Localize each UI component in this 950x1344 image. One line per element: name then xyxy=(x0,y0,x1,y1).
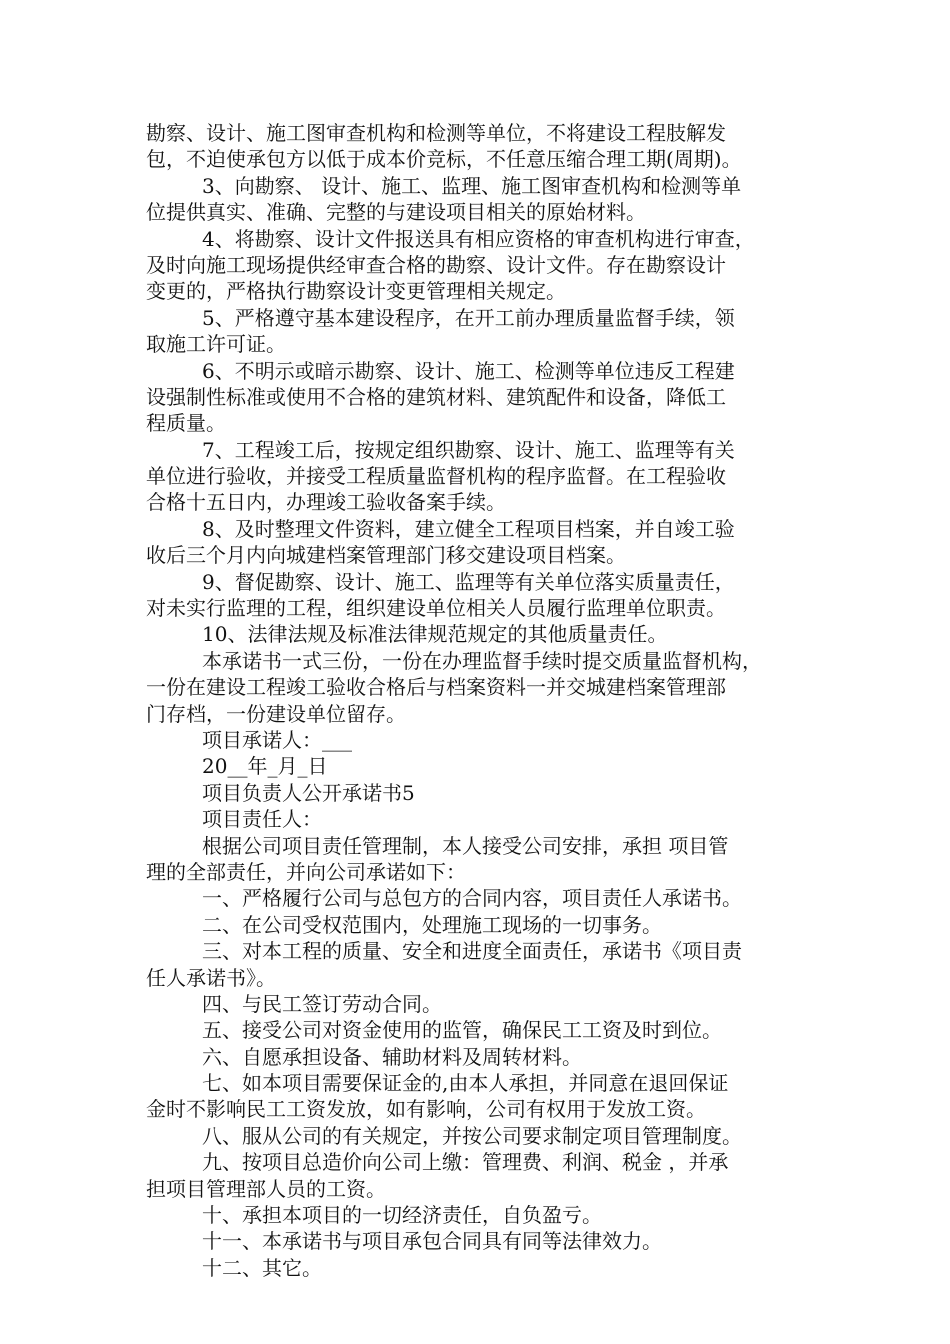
text-line: 5、严格遵守基本建设程序，在开工前办理质量监督手续，领 xyxy=(202,305,735,330)
text-line: 八、服从公司的有关规定，并按公司要求制定项目管理制度。 xyxy=(202,1123,742,1148)
section-title: 项目负责人公开承诺书5 xyxy=(202,780,415,805)
text-line: 包，不迫使承包方以低于成本价竞标，不任意压缩合理工期(周期)。 xyxy=(146,147,742,172)
text-line: 十二、其它。 xyxy=(202,1255,322,1280)
text-line: 10、法律法规及标准法律规范规定的其他质量责任。 xyxy=(202,622,668,647)
text-line: 本承诺书一式三份，一份在办理监督手续时提交质量监督机构， xyxy=(202,648,762,673)
text-line: 4、将勘察、设计文件报送具有相应资格的审查机构进行审查， xyxy=(202,226,755,251)
text-line: 根据公司项目责任管理制，本人接受公司安排，承担 项目管 xyxy=(202,833,729,858)
text-line: 变更的，严格执行勘察设计变更管理相关规定。 xyxy=(146,279,566,304)
text-line: 理的全部责任，并向公司承诺如下： xyxy=(146,859,466,884)
text-line: 门存档，一份建设单位留存。 xyxy=(146,701,406,726)
signer-line: 项目承诺人：___ xyxy=(202,727,352,752)
text-line: 合格十五日内，办理竣工验收备案手续。 xyxy=(146,490,506,515)
date-line: 20__年_月_日 xyxy=(202,754,328,779)
text-line: 勘察、设计、施工图审查机构和检测等单位，不将建设工程肢解发 xyxy=(146,121,726,145)
text-line: 项目责任人： xyxy=(202,807,322,832)
text-line: 二、在公司受权范围内，处理施工现场的一切事务。 xyxy=(202,912,662,937)
text-line: 金时不影响民工工资发放，如有影响，公司有权用于发放工资。 xyxy=(146,1097,706,1122)
text-line: 五、接受公司对资金使用的监管，确保民工工资及时到位。 xyxy=(202,1018,722,1043)
text-line: 一份在建设工程竣工验收合格后与档案资料一并交城建档案管理部 xyxy=(146,675,726,700)
text-line: 单位进行验收，并接受工程质量监督机构的程序监督。在工程验收 xyxy=(146,464,726,489)
text-line: 设强制性标准或使用不合格的建筑材料、建筑配件和设备，降低工 xyxy=(146,384,726,409)
document-body xyxy=(146,120,816,1281)
text-line: 七、如本项目需要保证金的,由本人承担，并同意在退回保证 xyxy=(202,1071,729,1096)
text-line: 9、督促勘察、设计、施工、监理等有关单位落实质量责任， xyxy=(202,569,735,594)
text-line: 任人承诺书》。 xyxy=(146,965,276,990)
text-line: 位提供真实、准确、完整的与建设项目相关的原始材料。 xyxy=(146,200,646,225)
text-line: 取施工许可证。 xyxy=(146,332,286,357)
text-line: 3、向勘察、 设计、施工、监理、施工图审查机构和检测等单 xyxy=(202,173,742,198)
text-line: 一、严格履行公司与总包方的合同内容，项目责任人承诺书。 xyxy=(202,886,742,911)
text-line: 四、与民工签订劳动合同。 xyxy=(202,991,442,1016)
text-line: 7、工程竣工后，按规定组织勘察、设计、施工、监理等有关 xyxy=(202,437,735,462)
text-line: 程质量。 xyxy=(146,411,226,436)
text-line: 6、不明示或暗示勘察、设计、施工、检测等单位违反工程建 xyxy=(202,358,735,383)
text-line: 8、及时整理文件资料，建立健全工程项目档案，并自竣工验 xyxy=(202,516,735,541)
text-line: 六、自愿承担设备、辅助材料及周转材料。 xyxy=(202,1044,582,1069)
text-line: 收后三个月内向城建档案管理部门移交建设项目档案。 xyxy=(146,543,626,568)
text-line: 担项目管理部人员的工资。 xyxy=(146,1176,386,1201)
text-line: 十一、本承诺书与项目承包合同具有同等法律效力。 xyxy=(202,1229,662,1254)
text-line: 十、承担本项目的一切经济责任，自负盈亏。 xyxy=(202,1203,602,1228)
text-line: 三、对本工程的质量、安全和进度全面责任，承诺书《项目责 xyxy=(202,939,742,964)
text-line: 对未实行监理的工程，组织建设单位相关人员履行监理单位职责。 xyxy=(146,596,726,621)
text-line: 及时向施工现场提供经审查合格的勘察、设计文件。存在勘察设计 xyxy=(146,252,726,277)
text-line: 九、按项目总造价向公司上缴：管理费、利润、税金 ，并承 xyxy=(202,1150,729,1175)
